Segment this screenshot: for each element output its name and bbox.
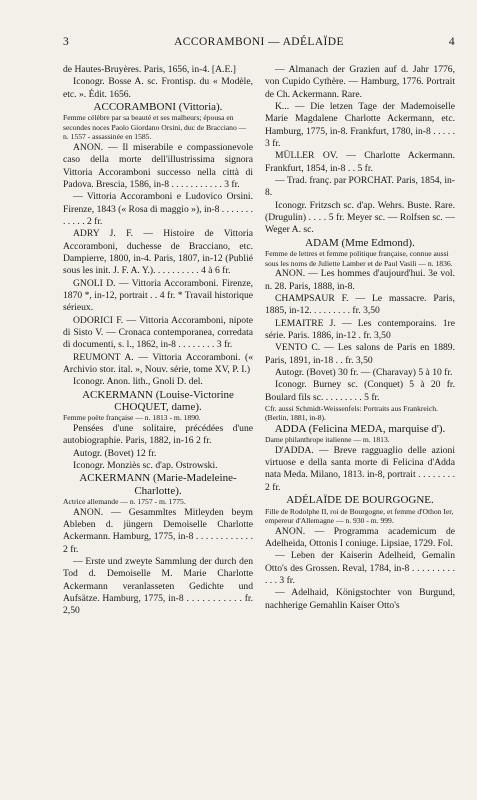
bibliography-entry: CHAMPSAUR F. — Le massacre. Paris, 1885, in-12. . . . . . . . . fr. 3,50 (265, 292, 455, 317)
bibliography-entry: REUMONT A. — Vittoria Accoramboni. (« Archivio stor. ital. », Nouv. série, tome XV, P. I.) (63, 351, 253, 376)
bibliography-entry: VENTO C. — Les salons de Paris en 1889. Paris, 1891, in-18 . . fr. 3,50 (265, 342, 455, 366)
entry-subtitle: Dame philanthrope italienne — m. 1813. (265, 435, 390, 445)
bibliography-entry: ANON. — Il miserabile e compassionevole caso della morte dell'illustrissima signora Vittoria Accoramboni successo nella città di Padova. Brescia, 1586, in-8 . . . . . . . . . . . 3 fr. (63, 141, 253, 190)
two-column-body (63, 64, 455, 618)
entry-subtitle: Femme poète française — n. 1813 - m. 1890. (63, 413, 201, 423)
bibliography-entry: ANON. — Les hommes d'aujourd'hui. 3e vol. n. 28. Paris, 1888, in-8. (265, 268, 455, 292)
iconography-line: Iconogr. Monziès sc. d'ap. Ostrowski. (73, 459, 218, 471)
running-title: ACCORAMBONI — ADÉLAÏDE (174, 36, 344, 48)
iconography-line: Iconogr. Burney sc. (Conquet) 5 à 20 fr. Boulard fils sc. . . . . . . . . 5 fr. (265, 379, 455, 403)
bibliography-entry: D'ADDA. — Breve ragguaglio delle azioni virtuose e della santa morte di Felicina d'Adda nata Meda. Milano, 1813. in-8, portrait . . . . . . . . 2 fr. (265, 444, 455, 493)
cross-reference: Cfr. aussi Schmidt-Weissenfels: Portraits aus Frankreich. (Berlin, 1881, in-8). (265, 403, 438, 423)
entry-heading: ACKERMANN (Marie-Madeleine-Charlotte). (79, 472, 237, 497)
left-page-number: 3 (63, 36, 70, 48)
bibliography-entry: ADRY J. F. — Histoire de Vittoria Accoramboni, duchesse de Bracciano, etc. Dampierre, 1800, in-4. Paris, 1807, in-12 (Publié sous les init. J. F. A. Y.). . . . . . . . . . 4 à 6 fr. (63, 228, 253, 277)
bibliography-entry: K... — Die letzen Tage der Mademoiselle Marie Magdalene Charlotte Ackermann, etc. Hamburg, 1775, in-8. Frankfurt, 1780, in-8 . . . . . 3 fr. (265, 101, 455, 150)
bibliography-entry: GNOLI D. — Vittoria Accoramboni. Firenze, 1870 *, in-12, portrait . . 4 fr. * Travail historique sérieux. (63, 277, 253, 314)
bibliography-entry: — Trad. franç. par PORCHAT. Paris, 1854, in-8. (265, 175, 455, 199)
iconography-line: Iconogr. Bosse A. sc. Frontisp. du « Modèle, etc. ». Édit. 1656. (63, 76, 253, 100)
autograph-line: Autogr. (Bovet) 30 fr. — (Charavay) 5 à 10 fr. (275, 366, 453, 378)
entry-subtitle: Femme célèbre par sa beauté et ses malheurs; épousa en secondes noces Paolo Giordano Orsini, duc de Bracciano — n. 1557 - assassinée en 1585. (63, 113, 247, 142)
entry-heading: ACKERMANN (Louise-Victorine CHOQUET, dame). (82, 388, 234, 414)
iconography-line: Iconogr. Fritzsch sc. d'ap. Wehrs. Buste. Rare. (Drugulin) . . . . 5 fr. Meyer sc. — Rolfsen sc. — Weger A. sc. (265, 199, 455, 236)
entry-subtitle: Fille de Rodolphe II, roi de Bourgogne, et femme d'Othon Ier, empereur d'Allemagne — n. 930 - m. 999. (265, 506, 454, 525)
right-page-number: 4 (448, 36, 455, 48)
iconography-line: Iconogr. Anon. lith., Gnoli D. del. (73, 376, 203, 388)
bibliography-entry: — Adelhaid, Königstochter von Burgund, nachherige Gemahlin Kaiser Otto's (265, 587, 455, 611)
bibliography-entry: — Leben der Kaiserin Adelheid, Gemalin Otto's des Grossen. Reval, 1784, in-8 . . . . . . . . . . . . 3 fr. (265, 550, 455, 586)
left-column (63, 64, 253, 618)
entry-heading: ADDA (Felicina MEDA, marquise d'). (274, 422, 446, 435)
autograph-line: Autogr. (Bovet) 12 fr. (73, 447, 157, 459)
entry-subtitle: Femme de lettres et femme politique française, connue aussi sous les noms de Juliette Lamber et de Paul Vasili — n. 1836. (265, 249, 453, 268)
bibliography-entry: LEMAITRE J. — Les contemporains. 1re série. Paris. 1886, in-12 . fr. 3,50 (265, 317, 455, 341)
right-column (265, 64, 455, 618)
bibliography-entry: — Almanach der Grazien auf d. Jahr 1776, von Cupido Cythère. — Hamburg, 1776. Portrait de Ch. Ackermann. Rare. (265, 64, 455, 100)
bibliography-entry: — Erste und zweyte Sammlung der durch den Tod d. Demoiselle M. Marie Charlotte Ackermann veranlasseten Gedichte und Aufsätze. Hamburg, 1775, in-8 . . . . . . . . . . . fr. 2,50 (63, 555, 253, 617)
running-header (63, 36, 455, 54)
entry-heading: ACCORAMBONI (Vittoria). (93, 101, 223, 114)
bibliography-entry: — Vittoria Accoramboni e Ludovico Orsini. Firenze, 1843 (« Rosa di maggio »), in-8 . . . . . . . . . . . . 2 fr. (63, 191, 253, 227)
entry-heading: ADÉLAÏDE DE BOURGOGNE. (286, 494, 434, 507)
bibliography-entry: ODORICI F. — Vittoria Accoramboni, nipote di Sisto V. — Cronaca contemporanea, corredata di documenti, s. l., 1862, in-8 . . . . . . . . 3 fr. (63, 314, 253, 351)
bibliography-entry: MÜLLER OV. — Charlotte Ackermann. Frankfurt, 1854, in-8 . . 5 fr. (265, 150, 455, 174)
entry-subtitle: Actrice allemande — n. 1757 - m. 1775. (63, 497, 186, 506)
bibliography-entry: ANON. — Programma academicum de Adelheida, Ottonis I coniuge. Lipsiae, 1729. Fol. (265, 525, 455, 549)
bibliography-entry: Pensées d'une solitaire, précédées d'une autobiographie. Paris, 1882, in-16 2 fr. (63, 422, 253, 447)
entry-heading: ADAM (Mme Edmond). (305, 236, 415, 249)
bibliography-entry: ANON. — Gesammltes Mitleyden beym Ableben d. jüngern Demoiselle Charlotte Ackermann. Hamburg, 1775, in-8 . . . . . . . . . . . . 2 fr. (63, 506, 253, 555)
entry-text: de Hautes-Bruyères. Paris, 1656, in-4. [A.E.] (63, 64, 236, 75)
